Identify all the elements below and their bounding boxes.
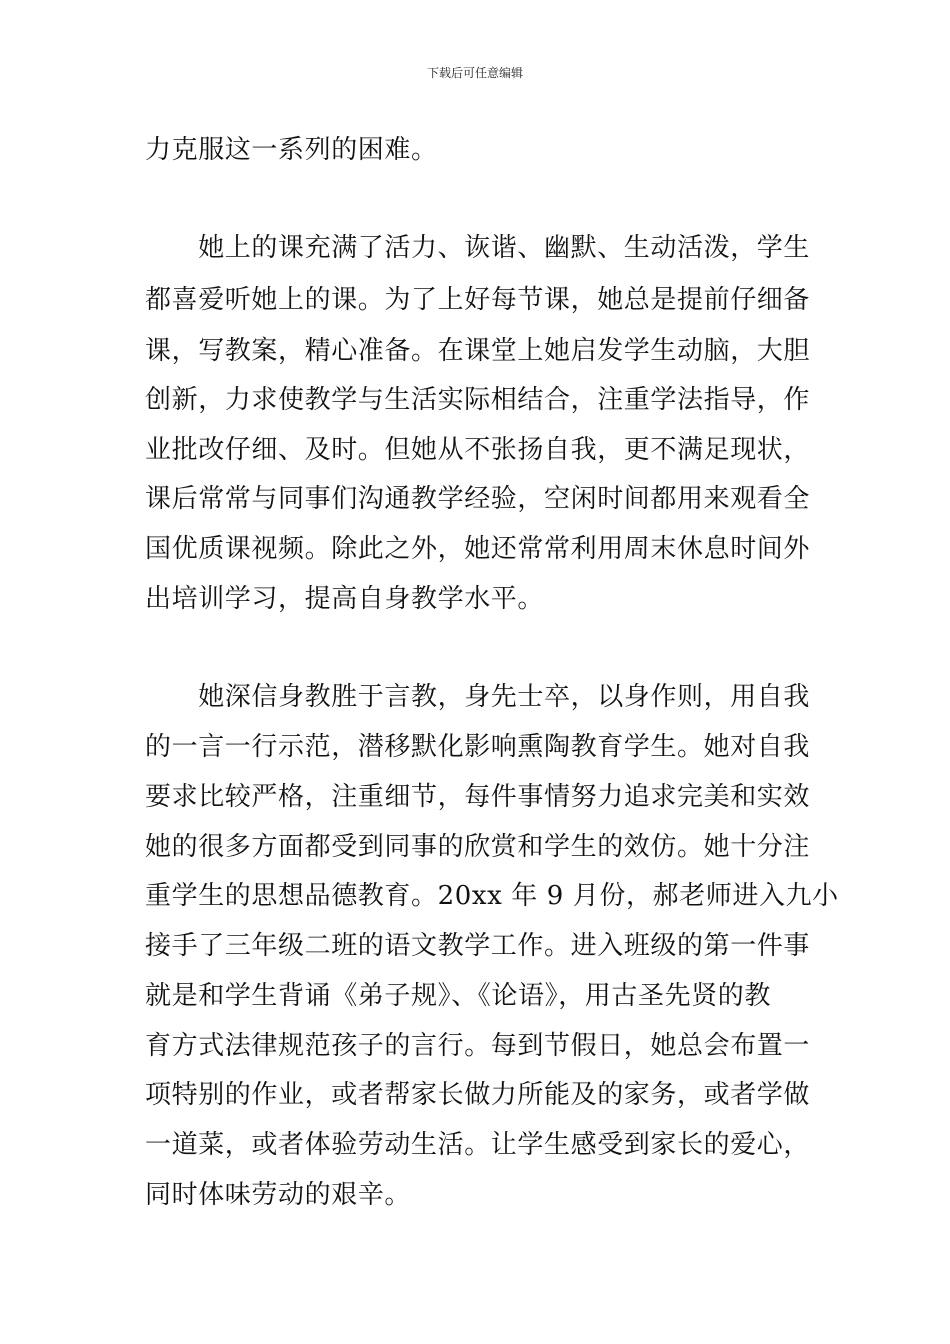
text-line: 同时体味劳动的艰辛。 bbox=[145, 1180, 412, 1210]
text-line: 国优质课视频。除此之外，她还常常利用周末休息时间外 bbox=[145, 534, 811, 564]
text-line: 都喜爱听她上的课。为了上好每节课，她总是提前仔细备 bbox=[145, 285, 811, 315]
text-line: 她的很多方面都受到同事的欣赏和学生的效仿。她十分注 bbox=[145, 832, 811, 862]
text-line: 她深信身教胜于言教，身先士卒，以身作则，用自我 bbox=[145, 682, 811, 712]
text-line: 课后常常与同事们沟通教学经验，空闲时间都用来观看全 bbox=[145, 484, 811, 514]
text-line: 项特别的作业，或者帮家长做力所能及的家务，或者学做 bbox=[145, 1080, 811, 1110]
text-line: 力克服这一系列的困难。 bbox=[145, 135, 438, 165]
text-line: 就是和学生背诵《弟子规》、《论语》，用古圣先贤的教 bbox=[145, 981, 772, 1011]
text-line: 业批改仔细、及时。但她从不张扬自我，更不满足现状， bbox=[145, 435, 811, 465]
text-line: 育方式法律规范孩子的言行。每到节假日，她总会布置一 bbox=[145, 1031, 811, 1061]
text-line: 的一言一行示范，潜移默化影响熏陶教育学生。她对自我 bbox=[145, 732, 811, 762]
text-line: 一道菜，或者体验劳动生活。让学生感受到家长的爱心， bbox=[145, 1130, 811, 1160]
text-line: 课，写教案，精心准备。在课堂上她启发学生动脑，大胆 bbox=[145, 336, 811, 366]
text-line: 创新，力求使教学与生活实际相结合，注重学法指导，作 bbox=[145, 385, 811, 415]
text-line: 她上的课充满了活力、诙谐、幽默、生动活泼，学生 bbox=[145, 233, 811, 263]
text-line: 接手了三年级二班的语文教学工作。进入班级的第一件事 bbox=[145, 931, 811, 961]
text-line: 出培训学习，提高自身教学水平。 bbox=[145, 584, 545, 614]
text-line: 重学生的思想品德教育。20xx 年 9 月份，郝老师进入九小 bbox=[145, 881, 839, 911]
text-line: 要求比较严格，注重细节，每件事情努力追求完美和实效 bbox=[145, 782, 811, 812]
page-header-note: 下载后可任意编辑 bbox=[426, 66, 523, 80]
